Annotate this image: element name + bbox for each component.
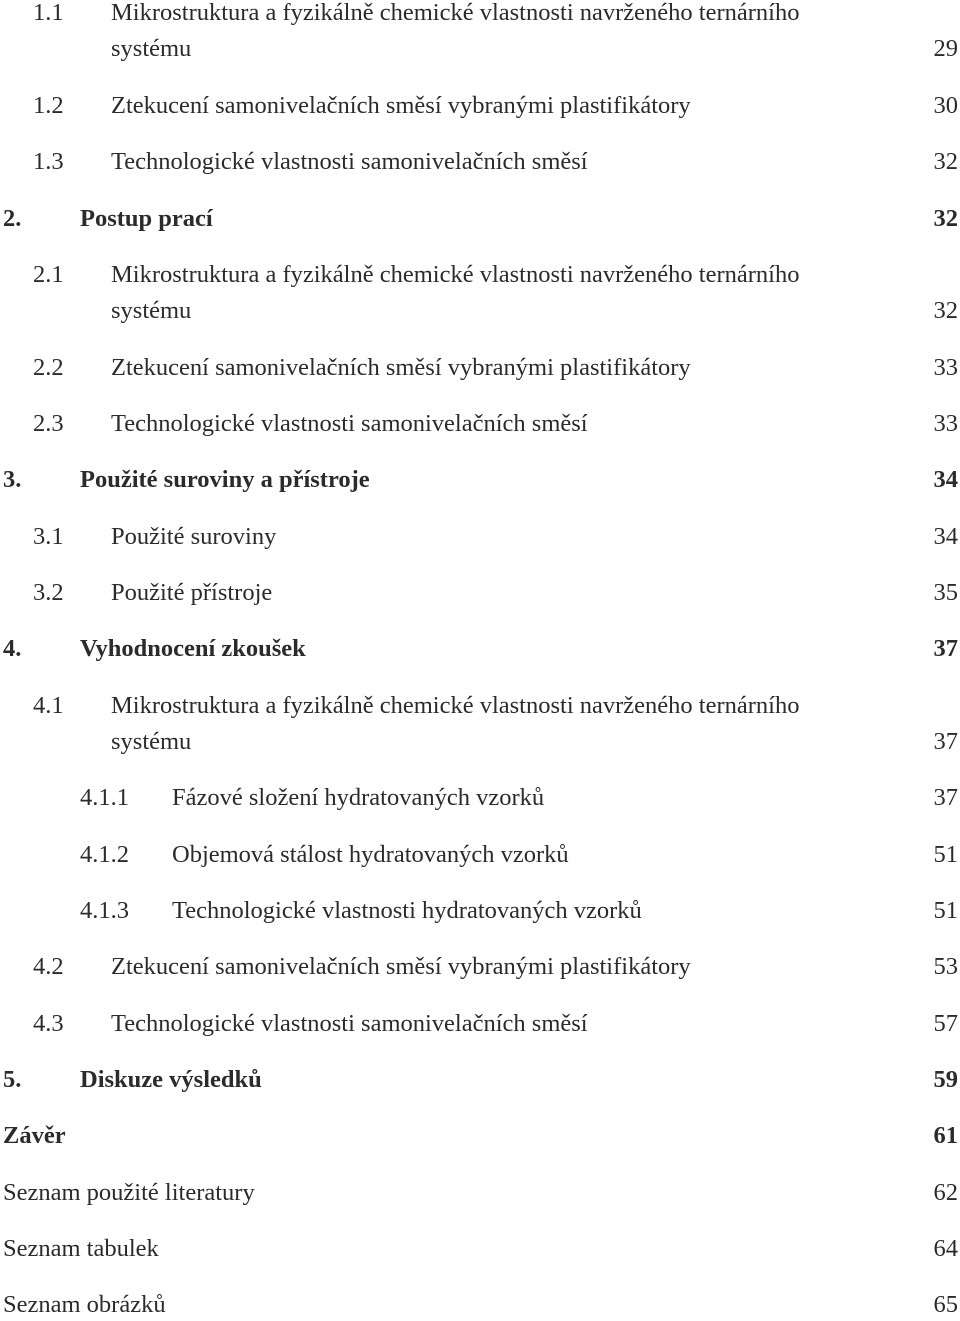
toc-entry-page-number: 65 (933, 1291, 958, 1319)
toc-entry-title: Seznam tabulek (3, 1234, 159, 1262)
toc-entry-title-continued: systému (111, 35, 192, 62)
toc-entry-number: 2.3 (33, 410, 64, 437)
toc-entry-page-number: 30 (933, 91, 958, 119)
toc-entry-title: Mikrostruktura a fyzikálně chemické vlastnosti navrženého ternárního (111, 691, 800, 719)
toc-entry-title: Technologické vlastnosti samonivelačních směsí (111, 148, 588, 176)
toc-entry-number: 2.2 (33, 353, 64, 381)
toc-entry-title: Technologické vlastnosti samonivelačních směsí (111, 1009, 588, 1037)
toc-entry-page-number: 32 (933, 296, 958, 324)
toc-entry-page-number: 57 (933, 1009, 958, 1037)
toc-entry-title: Technologické vlastnosti samonivelačních směsí (111, 410, 588, 437)
toc-entry-page-number: 32 (933, 204, 958, 232)
toc-entry-number: 2. (3, 204, 22, 232)
toc-entry-title-continued: systému (111, 727, 192, 755)
toc-entry-page-number: 61 (933, 1122, 958, 1150)
toc-entry-page-number: 59 (933, 1065, 958, 1093)
toc-entry-title: Ztekucení samonivelačních směsí vybranými plastifikátory (111, 353, 691, 381)
toc-entry-title: Seznam obrázků (3, 1291, 166, 1319)
toc-entry-title: Závěr (3, 1122, 66, 1150)
toc-entry-page-number: 35 (933, 578, 958, 606)
toc-entry-page-number: 37 (933, 635, 958, 663)
toc-entry-title: Fázové složení hydratovaných vzorků (172, 784, 545, 812)
toc-entry-number: 1.2 (33, 91, 64, 119)
toc-entry-page-number: 51 (933, 840, 958, 868)
toc-entry-title: Vyhodnocení zkoušek (80, 635, 306, 663)
toc-entry-title: Použité suroviny (111, 522, 277, 550)
toc-entry-number: 3.1 (33, 522, 64, 550)
toc-entry-page-number: 33 (933, 410, 958, 437)
toc-entry-title: Ztekucení samonivelačních směsí vybranými plastifikátory (111, 91, 691, 119)
toc-entry-number: 3. (3, 466, 22, 494)
toc-entry-number: 1.3 (33, 148, 64, 176)
toc-entry-number: 4.1.1 (80, 784, 129, 812)
toc-entry-page-number: 64 (933, 1234, 958, 1262)
toc-entry-number: 1.1 (33, 0, 64, 26)
toc-entry-title-continued: systému (111, 296, 192, 324)
toc-entry-title: Technologické vlastnosti hydratovaných vzorků (172, 897, 642, 924)
toc-entry-page-number: 37 (933, 727, 958, 755)
toc-entry-page-number: 34 (933, 522, 958, 550)
toc-entry-number: 2.1 (33, 260, 64, 288)
toc-entry-page-number: 51 (933, 897, 958, 924)
toc-entry-title: Diskuze výsledků (80, 1065, 262, 1093)
toc-entry-page-number: 53 (933, 953, 958, 981)
toc-entry-number: 4. (3, 635, 22, 663)
toc-entry-title: Objemová stálost hydratovaných vzorků (172, 840, 569, 868)
toc-entry-page-number: 32 (933, 148, 958, 176)
toc-entry-page-number: 33 (933, 353, 958, 381)
toc-entry-title: Postup prací (80, 204, 213, 232)
toc-entry-page-number: 34 (933, 466, 958, 494)
toc-entry-title: Seznam použité literatury (3, 1178, 255, 1206)
toc-entry-number: 4.1.3 (80, 897, 129, 924)
toc-entry-page-number: 29 (933, 35, 958, 62)
toc-entry-number: 4.1 (33, 691, 64, 719)
toc-entry-title: Použité přístroje (111, 578, 273, 606)
toc-entry-title: Mikrostruktura a fyzikálně chemické vlastnosti navrženého ternárního (111, 0, 800, 26)
toc-entry-title: Ztekucení samonivelačních směsí vybranými plastifikátory (111, 953, 691, 981)
toc-entry-number: 4.3 (33, 1009, 64, 1037)
toc-entry-number: 4.2 (33, 953, 64, 981)
toc-entry-page-number: 62 (933, 1178, 958, 1206)
toc-entry-number: 4.1.2 (80, 840, 129, 868)
toc-entry-title: Použité suroviny a přístroje (80, 466, 370, 494)
toc-entry-number: 3.2 (33, 578, 64, 606)
toc-entry-number: 5. (3, 1065, 22, 1093)
toc-entry-page-number: 37 (933, 784, 958, 812)
toc-entry-title: Mikrostruktura a fyzikálně chemické vlastnosti navrženého ternárního (111, 260, 800, 288)
